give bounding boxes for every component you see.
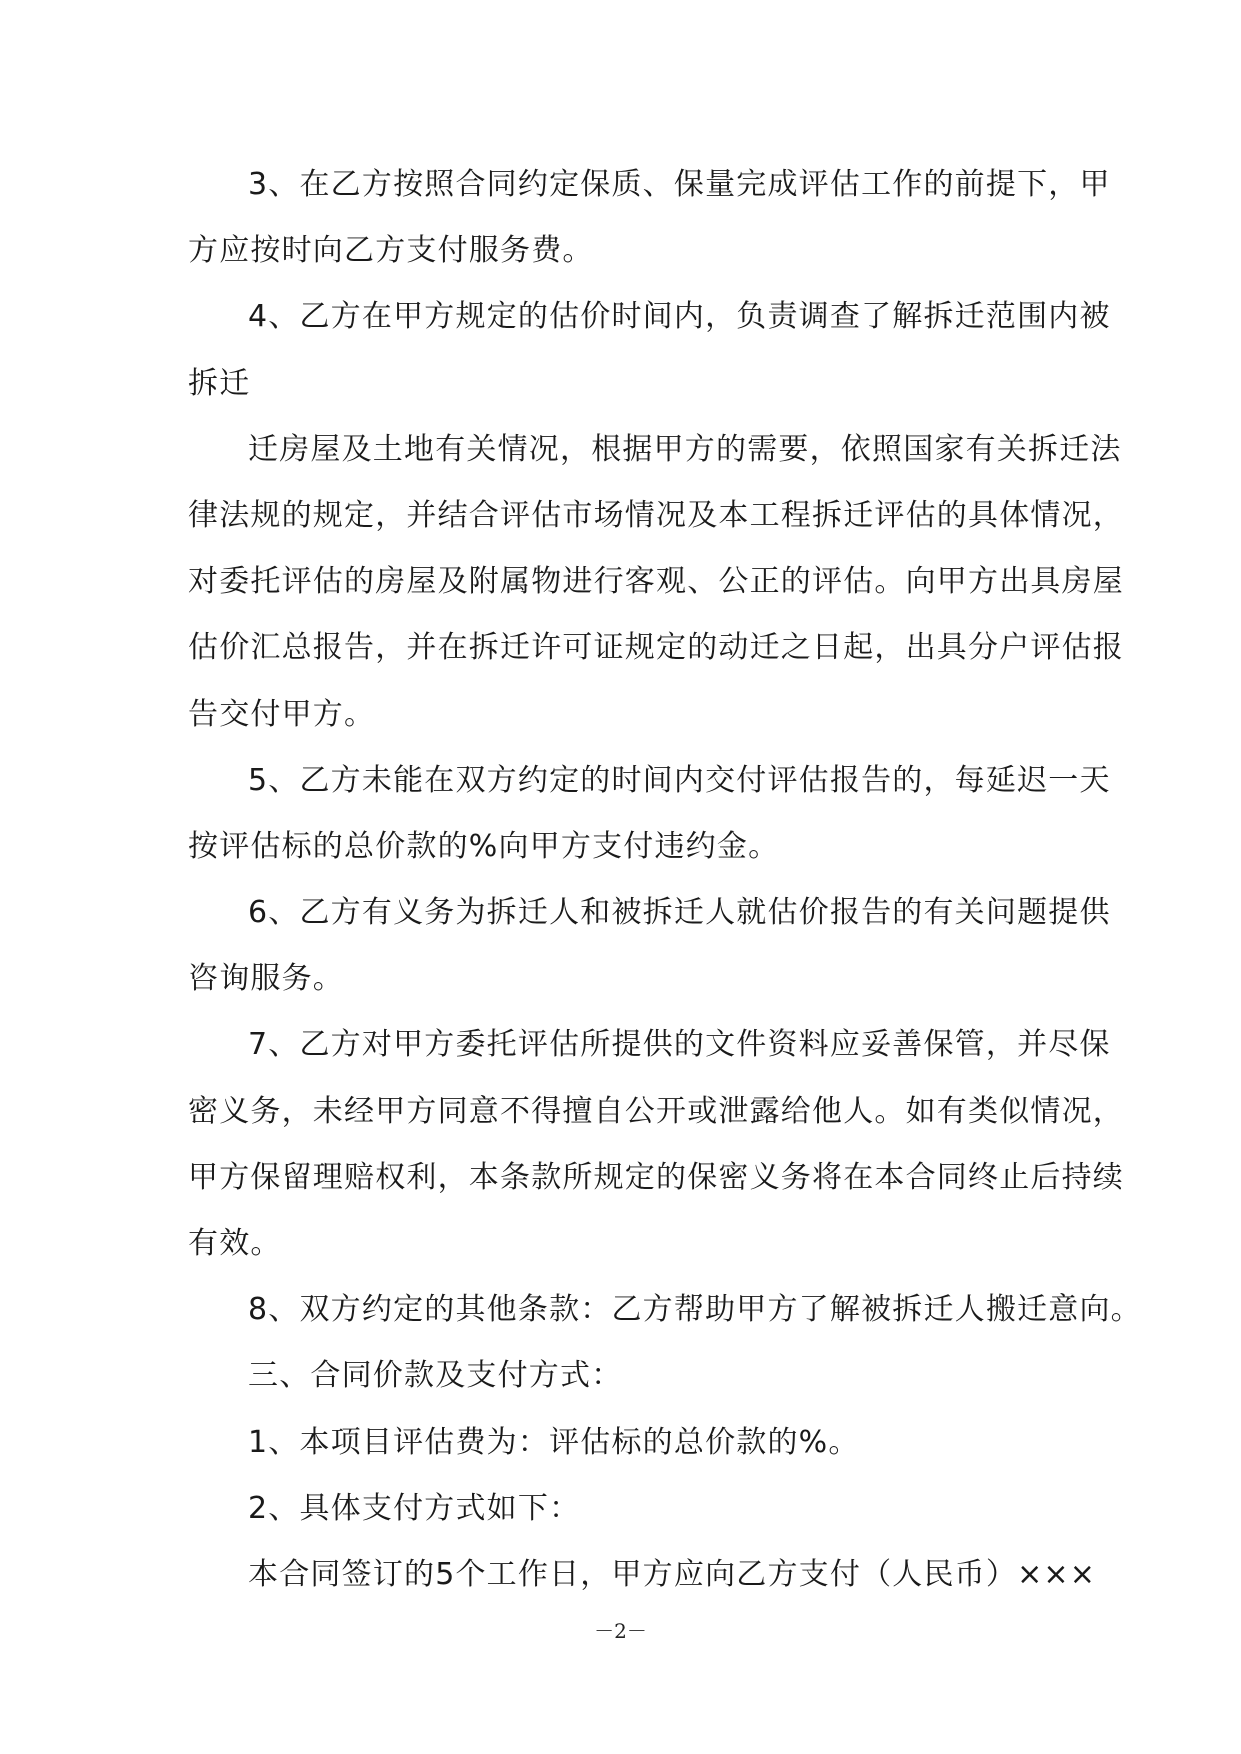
clause-3-line-1: 3、在乙方按照合同约定保质、保量完成评估工作的前提下，甲	[248, 167, 1111, 202]
clause-8-line-1: 8、双方约定的其他条款：乙方帮助甲方了解被拆迁人搬迁意向。	[248, 1292, 1142, 1328]
document-body	[188, 152, 1142, 1608]
clause-4-line-5: 对委托评估的房屋及附属物进行客观、公正的评估。向甲方出具房屋	[188, 564, 1124, 600]
clause-4-line-1: 4、乙方在甲方规定的估价时间内，负责调查了解拆迁范围内被	[248, 299, 1111, 335]
clause-4-line-2: 拆迁	[188, 365, 251, 401]
payment-detail-line-1: 本合同签订的5个工作日，甲方应向乙方支付（人民币）×××	[248, 1556, 1097, 1592]
clause-6-line-2: 咨询服务。	[188, 961, 344, 997]
clause-3-line-2: 方应按时向乙方支付服务费。	[188, 233, 594, 269]
clause-7-line-3: 甲方保留理赔权利，本条款所规定的保密义务将在本合同终止后持续	[188, 1159, 1124, 1195]
clause-7-line-2: 密义务，未经甲方同意不得擅自公开或泄露给他人。如有类似情况，	[188, 1093, 1124, 1129]
clause-4-line-7: 告交付甲方。	[188, 696, 376, 732]
clause-7-line-1: 7、乙方对甲方委托评估所提供的文件资料应妥善保管，并尽保	[248, 1027, 1111, 1063]
payment-item-1: 1、本项目评估费为：评估标的总价款的%。	[248, 1424, 860, 1460]
section-3-heading: 三、合同价款及支付方式：	[248, 1358, 623, 1394]
page-number: －2－	[594, 1619, 647, 1643]
clause-6-line-1: 6、乙方有义务为拆迁人和被拆迁人就估价报告的有关问题提供	[248, 895, 1111, 931]
clause-4-line-3: 迁房屋及土地有关情况，根据甲方的需要，依照国家有关拆迁法	[248, 431, 1122, 467]
clause-5-line-1: 5、乙方未能在双方约定的时间内交付评估报告的，每延迟一天	[248, 762, 1111, 798]
clause-4-line-6: 估价汇总报告，并在拆迁许可证规定的动迁之日起，出具分户评估报	[188, 630, 1124, 666]
clause-7-line-4: 有效。	[188, 1226, 282, 1261]
payment-item-2: 2、具体支付方式如下：	[248, 1490, 581, 1526]
clause-5-line-2: 按评估标的总价款的%向甲方支付违约金。	[188, 828, 780, 864]
clause-4-line-4: 律法规的规定，并结合评估市场情况及本工程拆迁评估的具体情况，	[188, 497, 1124, 533]
